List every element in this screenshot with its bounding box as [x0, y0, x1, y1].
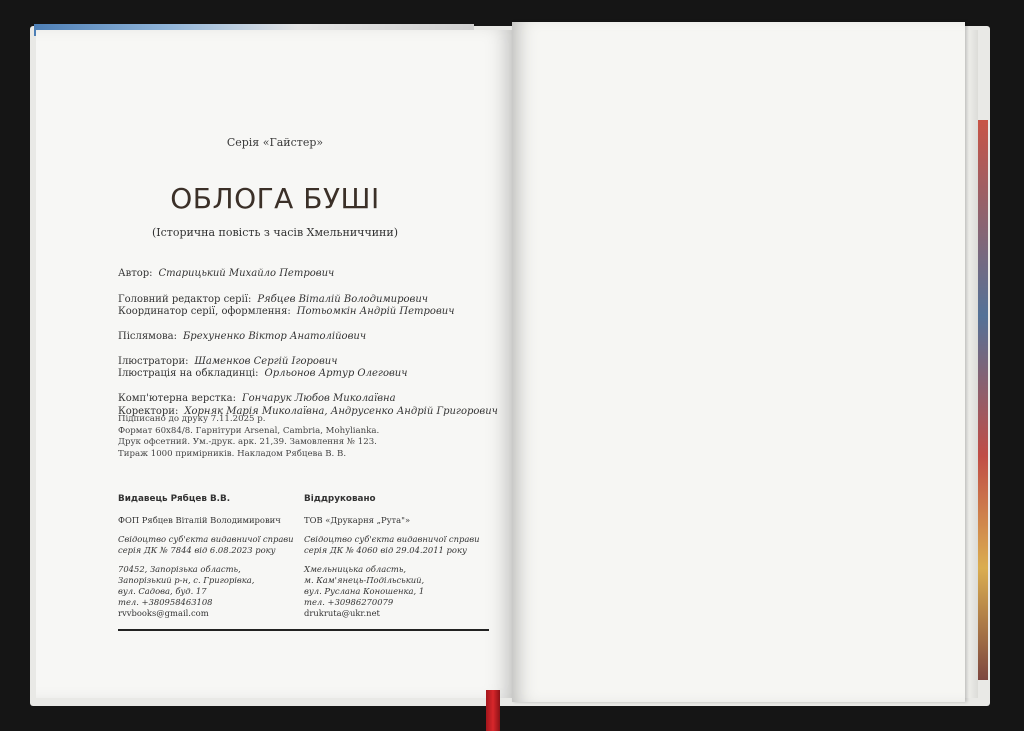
print-info-line: Формат 60x84/8. Гарнітури Arsenal, Cambria, Mohylianka. [118, 425, 380, 436]
credit-afterword [118, 331, 366, 342]
book-title: ОБЛОГА БУШІ [170, 182, 380, 215]
credit-layout [118, 393, 396, 404]
left-page [36, 30, 514, 698]
credit-coordinator [118, 306, 454, 317]
credit-value: Гончарук Любов Миколаївна [241, 393, 396, 404]
printer-cert-number: серія ДК № 4060 від 29.04.2011 року [304, 545, 467, 555]
print-info-line: Друк офсетний. Ум.-друк. арк. 21,39. Замовлення № 123. [118, 437, 377, 447]
credit-label: Координатор серії, оформлення: [118, 306, 291, 317]
printer-name: ТОВ «Друкарня „Рута"» [304, 515, 411, 525]
publisher-cert-number: серія ДК № 7844 від 6.08.2023 року [118, 545, 276, 555]
credit-value: Потьомкін Андрій Петрович [296, 306, 455, 317]
printer-address: Хмельницька область, [304, 564, 407, 574]
credit-value: Рябцев Віталій Володимирович [257, 294, 429, 305]
publisher-block [118, 494, 298, 619]
bottom-rule [118, 629, 489, 631]
print-info-line: Тираж 1000 примірників. Накладом Рябцева В. В. [118, 448, 347, 459]
printer-address: вул. Руслана Коношенка, 1 [304, 586, 425, 596]
printer-heading: Віддруковано [304, 494, 376, 504]
printer-phone: тел. +30986270079 [304, 597, 394, 607]
publisher-name: ФОП Рябцев Віталій Володимирович [118, 515, 281, 525]
publisher-phone: тел. +380958463108 [118, 597, 213, 607]
publisher-address: вул. Садова, буд. 17 [118, 586, 207, 596]
print-info [118, 414, 379, 460]
publisher-cert: Свідоцтво суб'єкта видавничої справи [118, 534, 294, 544]
printer-address: м. Кам'янець-Подільський, [304, 575, 425, 585]
credit-chief-editor [118, 294, 428, 305]
book-subtitle: (Історична повість з часів Хмельниччини) [152, 226, 398, 239]
right-page-blank [512, 22, 965, 702]
publisher-address: Запорізький р-н, с. Григорівка, [118, 575, 255, 585]
credit-illustrators [118, 356, 337, 367]
credit-author [118, 268, 334, 279]
credit-label: Післямова: [118, 331, 177, 342]
credit-label: Головний редактор серії: [118, 294, 252, 305]
printer-cert: Свідоцтво суб'єкта видавничої справи [304, 534, 480, 544]
credit-value: Шаменков Сергій Ігорович [194, 356, 338, 367]
credit-label: Коректори: [118, 406, 179, 417]
credit-value: Старицький Михайло Петрович [158, 268, 335, 279]
publisher-address: 70452, Запорізька область, [118, 564, 241, 574]
printer-block [304, 494, 494, 619]
printer-email: drukruta@ukr.net [304, 608, 380, 618]
credit-label: Ілюстрація на обкладинці: [118, 368, 259, 379]
series-name: Серія «Гайстер» [226, 136, 324, 149]
bookmark-ribbon [486, 690, 500, 731]
credit-value: Орльонов Артур Олегович [264, 368, 408, 379]
credit-label: Комп'ютерна верстка: [118, 393, 236, 404]
publisher-heading: Видавець Рябцев В.В. [118, 494, 231, 504]
print-info-line: Підписано до друку 7.11.2025 р. [118, 414, 266, 424]
credit-value: Хорняк Марія Миколаївна, Андрусенко Андрій Григорович [184, 406, 498, 417]
credit-label: Автор: [118, 268, 153, 279]
credit-cover-illustration [118, 368, 407, 379]
publisher-email: rvvbooks@gmail.com [118, 608, 209, 618]
credit-value: Брехуненко Віктор Анатолійович [182, 331, 367, 342]
credit-label: Ілюстратори: [118, 356, 189, 367]
